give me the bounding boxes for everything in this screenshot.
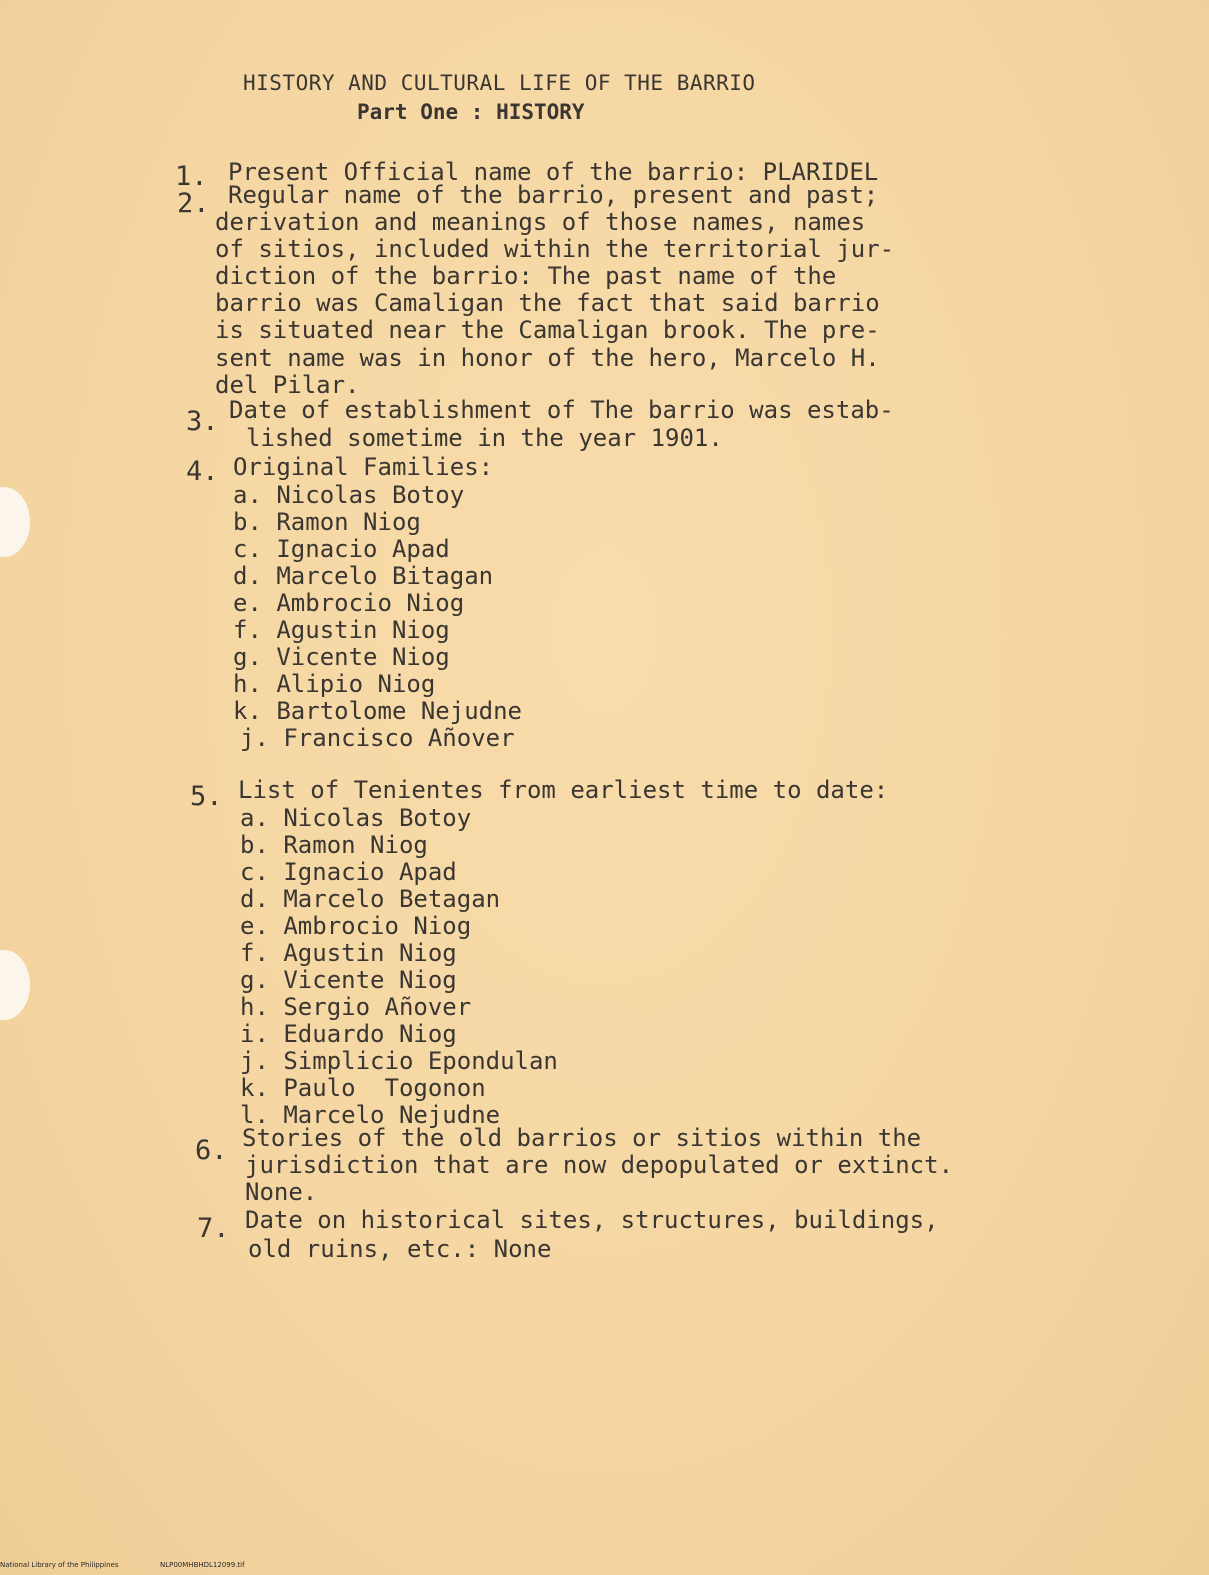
item-line: Date of establishment of The barrio was estab- <box>229 396 894 424</box>
family-item: g. Vicente Niog <box>233 643 450 671</box>
item-number: 5. <box>190 781 223 812</box>
teniente-item: c. Ignacio Apad <box>240 858 457 886</box>
family-item: k. Bartolome Nejudne <box>233 697 522 725</box>
punch-hole <box>0 950 30 1020</box>
item-line: barrio was Camaligan the fact that said barrio <box>215 289 880 317</box>
item-line: is situated near the Camaligan brook. The pre- <box>215 316 880 344</box>
teniente-item: k. Paulo Togonon <box>240 1074 486 1102</box>
item-line: Stories of the old barrios or sitios within the <box>242 1124 922 1152</box>
teniente-item: a. Nicolas Botoy <box>240 804 472 832</box>
item-line: Regular name of the barrio, present and past; <box>228 181 879 209</box>
item-line: del Pilar. <box>215 371 360 399</box>
teniente-item: b. Ramon Niog <box>240 831 428 859</box>
item-number: 3. <box>186 406 219 437</box>
item-line: of sitios, included within the territorial jur- <box>215 235 895 263</box>
document-subtitle: Part One : HISTORY <box>357 100 585 124</box>
teniente-item: j. Simplicio Epondulan <box>240 1047 558 1075</box>
document-title: HISTORY AND CULTURAL LIFE OF THE BARRIO <box>243 71 756 95</box>
item-line: jurisdiction that are now depopulated or extinct. <box>245 1151 954 1179</box>
family-item: j. Francisco Añover <box>240 724 515 752</box>
footer-file: NLP00MHBHDL12099.tif <box>160 1561 245 1569</box>
teniente-item: f. Agustin Niog <box>240 939 457 967</box>
footer-library: National Library of the Philippines <box>0 1561 119 1569</box>
item-number: 1. <box>175 161 208 192</box>
item-line: derivation and meanings of those names, names <box>215 208 866 236</box>
family-item: d. Marcelo Bitagan <box>233 562 494 590</box>
punch-hole <box>0 487 30 557</box>
teniente-item: e. Ambrocio Niog <box>240 912 472 940</box>
item-number: 2. <box>177 188 210 219</box>
family-item: h. Alipio Niog <box>233 670 436 698</box>
item-line: sent name was in honor of the hero, Marcelo H. <box>215 344 880 372</box>
item-line: None. <box>245 1178 318 1206</box>
teniente-item: d. Marcelo Betagan <box>240 885 501 913</box>
family-item: f. Agustin Niog <box>233 616 450 644</box>
family-item: b. Ramon Niog <box>233 508 421 536</box>
item-line: diction of the barrio: The past name of the <box>215 262 837 290</box>
item-line: Present Official name of the barrio: PLARIDEL <box>228 158 879 186</box>
teniente-item: l. Marcelo Nejudne <box>240 1101 501 1129</box>
item-line: Date on historical sites, structures, buildings, <box>245 1206 939 1234</box>
item-number: 4. <box>186 456 219 487</box>
item-line: List of Tenientes from earliest time to date: <box>238 776 889 804</box>
family-item: e. Ambrocio Niog <box>233 589 465 617</box>
item-line: Original Families: <box>233 453 494 481</box>
family-item: c. Ignacio Apad <box>233 535 450 563</box>
teniente-item: h. Sergio Añover <box>240 993 472 1021</box>
teniente-item: g. Vicente Niog <box>240 966 457 994</box>
item-number: 7. <box>197 1213 230 1244</box>
item-number: 6. <box>195 1135 228 1166</box>
item-line: old ruins, etc.: None <box>248 1235 552 1263</box>
teniente-item: i. Eduardo Niog <box>240 1020 457 1048</box>
family-item: a. Nicolas Botoy <box>233 481 465 509</box>
item-line: lished sometime in the year 1901. <box>246 424 723 452</box>
